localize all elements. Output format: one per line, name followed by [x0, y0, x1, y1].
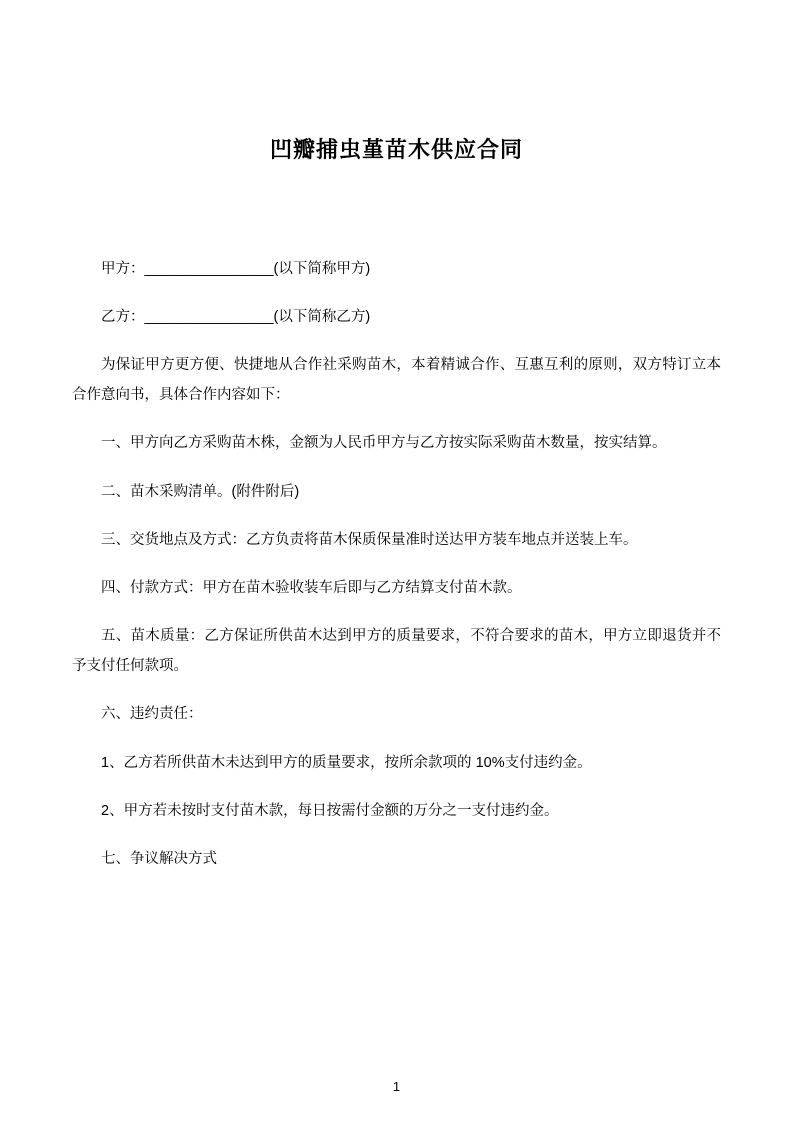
paragraph-clause-2: 二、苗木采购清单。(附件附后) — [101, 483, 300, 500]
document-body — [72, 254, 721, 874]
paragraph-clause-6: 六、违约责任： — [101, 706, 203, 723]
paragraph-clause-6-1: 1、乙方若所供苗木未达到甲方的质量要求，按所余款项的 10%支付违约金。 — [101, 754, 592, 771]
paragraph-clause-5: 五、苗木质量：乙方保证所供苗木达到甲方的质量要求，不符合要求的苗木，甲方立即退货并不予支付任何款项。 — [72, 628, 721, 675]
page-title: 凹瓣捕虫堇苗木供应合同 — [269, 137, 523, 162]
paragraph-clause-1: 一、甲方向乙方采购苗木株，金额为人民币甲方与乙方按实际采购苗木数量，按实结算。 — [101, 435, 667, 452]
paragraph-clause-6-2: 2、甲方若未按时支付苗木款，每日按需付金额的万分之一支付违约金。 — [101, 802, 559, 819]
paragraph-preamble: 为保证甲方更方便、快捷地从合作社采购苗木，本着精诚合作、互惠互利的原则，双方特订立本合作意向书，具体合作内容如下： — [72, 357, 721, 404]
paragraph-clause-4: 四、付款方式：甲方在苗木验收装车后即与乙方结算支付苗木款。 — [101, 579, 522, 596]
paragraph-party-b: 乙方：________________(以下简称乙方) — [101, 308, 371, 325]
paragraph-party-a: 甲方：________________(以下简称甲方) — [101, 260, 371, 277]
page-number: 1 — [392, 1079, 401, 1094]
paragraph-clause-3: 三、交货地点及方式：乙方负责将苗木保质保量准时送达甲方装车地点并送装上车。 — [101, 531, 638, 548]
paragraph-clause-7: 七、争议解决方式 — [101, 850, 217, 867]
